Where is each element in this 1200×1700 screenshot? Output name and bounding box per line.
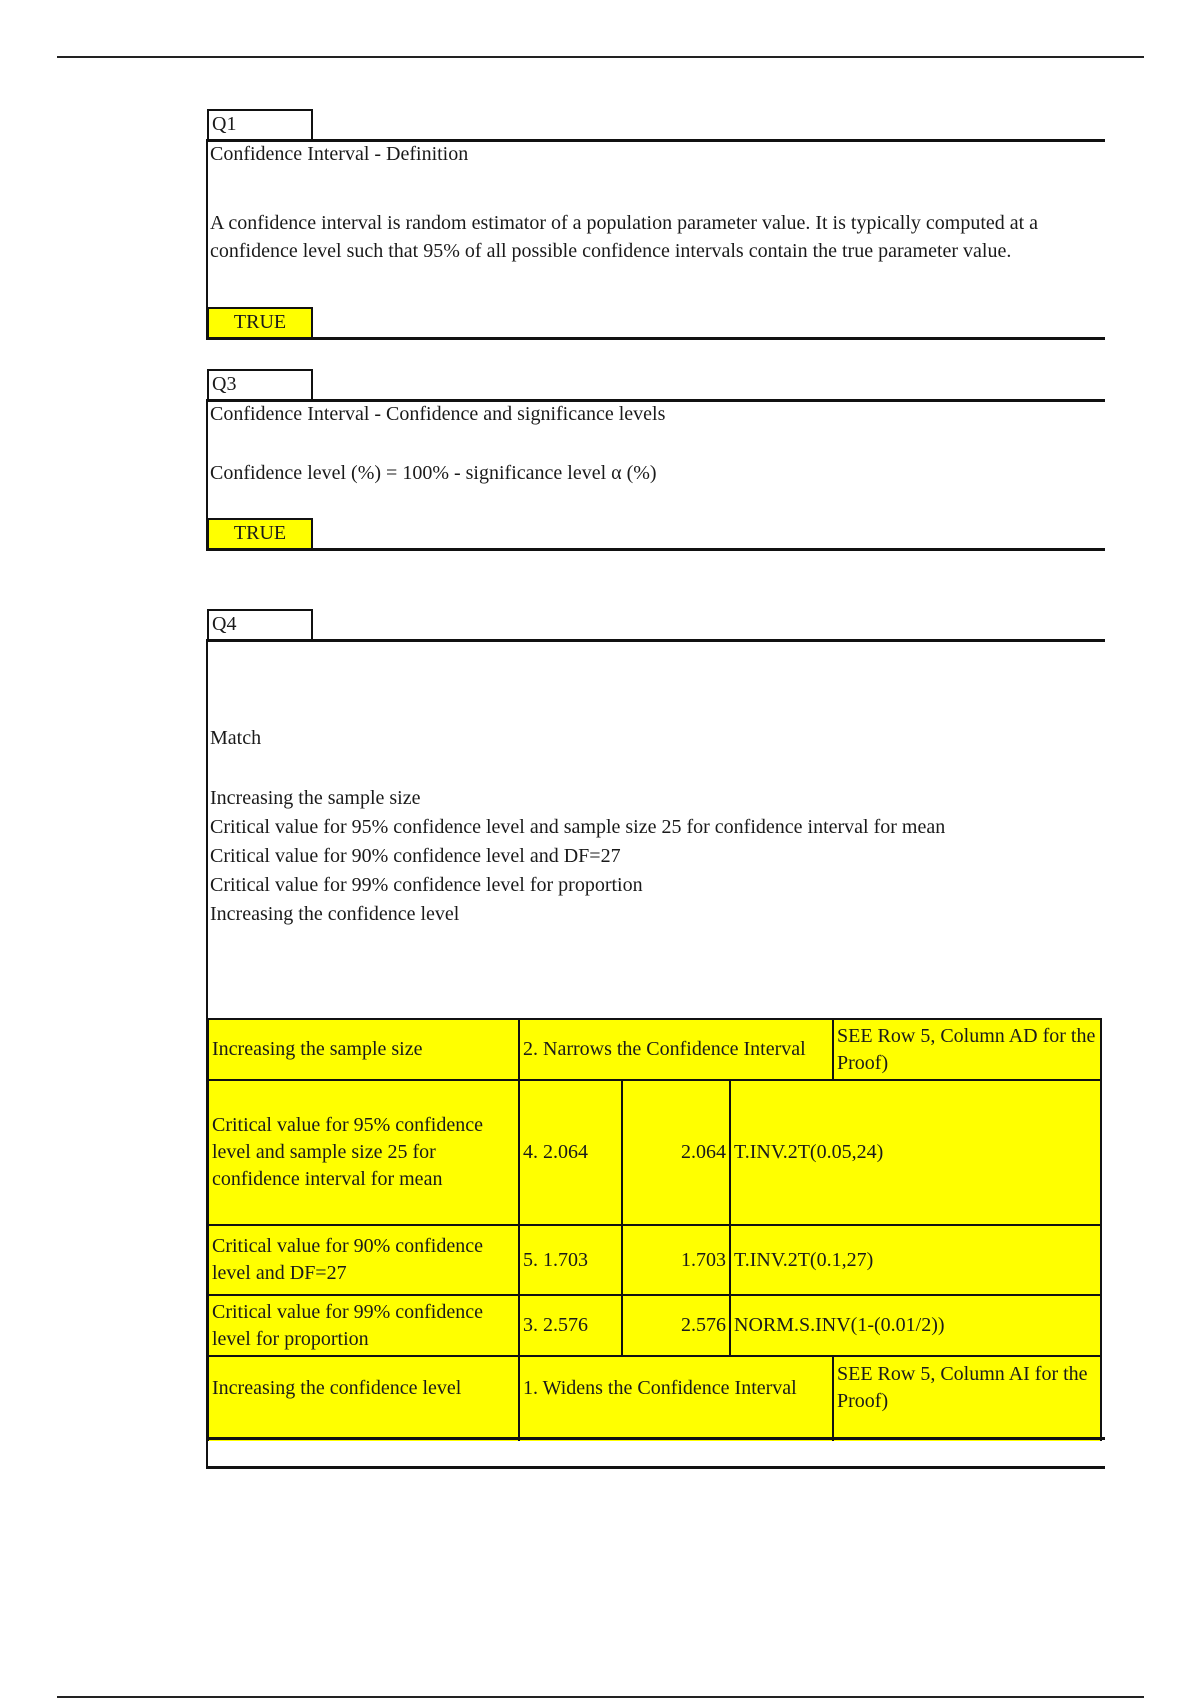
q1-label: Q1 xyxy=(207,109,313,141)
answer-match-cell: 4. 2.064 xyxy=(518,1079,623,1226)
q3-label: Q3 xyxy=(207,369,313,401)
q1-bottom-border xyxy=(207,337,1105,340)
answer-item-cell: Critical value for 99% confidence level for proportion xyxy=(207,1294,520,1357)
answer-item-cell: Increasing the confidence level xyxy=(207,1355,520,1441)
answer-value-cell: 1.703 xyxy=(621,1224,731,1296)
answer-match-cell: 1. Widens the Confidence Interval xyxy=(518,1355,834,1441)
answer-note-cell: SEE Row 5, Column AD for the Proof) xyxy=(832,1018,1102,1081)
bottom-rule xyxy=(57,1696,1144,1698)
q4-table-bottom-border xyxy=(207,1437,1105,1440)
q1-answer-true: TRUE xyxy=(207,307,313,339)
answer-match-cell: 2. Narrows the Confidence Interval xyxy=(518,1018,834,1081)
answer-formula-cell: NORM.S.INV(1-(0.01/2)) xyxy=(729,1294,1102,1357)
q3-statement: Confidence level (%) = 100% - significance level α (%) xyxy=(210,462,657,484)
top-rule xyxy=(57,56,1144,58)
answer-item-cell: Increasing the sample size xyxy=(207,1018,520,1081)
answer-match-cell: 5. 1.703 xyxy=(518,1224,623,1296)
list-item: Critical value for 90% confidence level and DF=27 xyxy=(210,845,621,867)
q4-bottom-border xyxy=(207,1466,1105,1469)
answer-value-cell: 2.064 xyxy=(621,1079,731,1226)
answer-value-cell: 2.576 xyxy=(621,1294,731,1357)
list-item: Critical value for 95% confidence level and sample size 25 for confidence interval for mean xyxy=(210,816,946,838)
answer-match-cell: 3. 2.576 xyxy=(518,1294,623,1357)
q3-title: Confidence Interval - Confidence and significance levels xyxy=(210,403,666,425)
answer-note-cell: SEE Row 5, Column AI for the Proof) xyxy=(832,1355,1102,1441)
q1-statement-line1: A confidence interval is random estimator of a population parameter value. It is typically computed at a xyxy=(210,212,1039,234)
answer-item-cell: Critical value for 90% confidence level and DF=27 xyxy=(207,1224,520,1296)
q3-answer-true: TRUE xyxy=(207,518,313,550)
q4-answer-table xyxy=(207,1018,1105,1441)
q4-top-border xyxy=(207,639,1105,642)
list-item: Increasing the confidence level xyxy=(210,903,460,925)
q4-label: Q4 xyxy=(207,609,313,641)
list-item: Critical value for 99% confidence level for proportion xyxy=(210,874,643,896)
q1-statement-line2: confidence level such that 95% of all possible confidence intervals contain the true parameter value. xyxy=(210,240,1012,262)
q3-bottom-border xyxy=(207,548,1105,551)
answer-item-cell: Critical value for 95% confidence level and sample size 25 for confidence interval for mean xyxy=(207,1079,520,1226)
answer-formula-cell: T.INV.2T(0.05,24) xyxy=(729,1079,1102,1226)
list-item: Increasing the sample size xyxy=(210,787,421,809)
answer-formula-cell: T.INV.2T(0.1,27) xyxy=(729,1224,1102,1296)
q4-prompt: Match xyxy=(210,727,262,749)
q1-title: Confidence Interval - Definition xyxy=(210,143,469,165)
